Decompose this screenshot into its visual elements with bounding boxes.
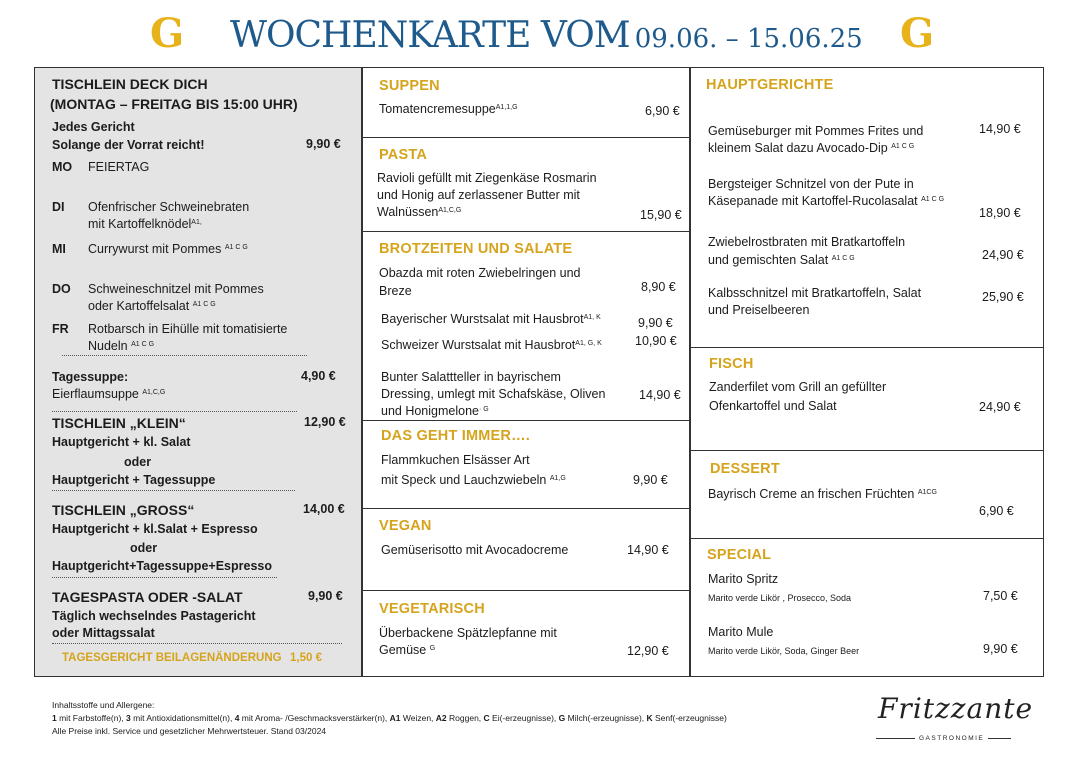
brand-logo: Fritzzante — [878, 692, 1034, 725]
vegan-item: Gemüserisotto mit Avocadocreme — [381, 543, 569, 557]
haupt-item-4: Kalbsschnitzel mit Bratkartoffeln, Salat — [708, 286, 922, 300]
day-label-do: DO — [52, 282, 71, 296]
vegetarisch-line2: Gemüse $^G$ — [379, 643, 436, 657]
beilage-label: TAGESGERICHT BEILAGENÄNDERUNG — [62, 652, 282, 664]
fisch-price: 24,90 € — [979, 400, 1021, 414]
divider — [690, 347, 1044, 348]
immer-price: 9,90 € — [633, 473, 668, 487]
dotted-divider — [52, 490, 295, 491]
day-label-mi: MI — [52, 242, 66, 256]
haupt-item-2-2: Käsepanade mit Kartoffel-Rucolasalat $^{A1 C G}$ — [708, 194, 945, 208]
tischlein-title: TISCHLEIN DECK DICH — [52, 76, 208, 92]
brotzeit-item-4-3: und Honigmelone$^{\cdot G}$ — [381, 404, 489, 418]
brotzeit-item-4: Bunter Salattteller in bayrischem — [381, 370, 561, 384]
gastronomy-logo-left: G — [150, 10, 185, 57]
suppen-item: Tomatencremesuppe$^{A1,1,G}$ — [379, 102, 518, 116]
page-title: WOCHENKARTE VOM 09.06. – 15.06.25 — [230, 15, 863, 56]
haupt-price-3: 24,90 € — [982, 248, 1024, 262]
gross-or: oder — [130, 541, 158, 555]
day-label-di: DI — [52, 200, 65, 214]
haupt-price-2: 18,90 € — [979, 206, 1021, 220]
special-desc-2: Marito verde Likör, Soda, Ginger Beer — [708, 646, 860, 656]
divider — [362, 137, 690, 138]
haupt-item-3-2: und gemischten Salat $^{A1 C G}$ — [708, 253, 855, 267]
brotzeit-item-4-2: Dressing, umlegt mit Schafskäse, Oliven — [381, 387, 606, 401]
pasta-salat-line1: Täglich wechselndes Pastagericht — [52, 609, 256, 623]
section-title-fisch: FISCH — [709, 356, 754, 372]
haupt-item-2: Bergsteiger Schnitzel von der Pute in — [708, 177, 914, 191]
tagessuppe-label: Tagessuppe: — [52, 370, 129, 384]
pasta-salat-price: 9,90 € — [308, 589, 343, 603]
divider — [362, 508, 690, 509]
divider — [362, 590, 690, 591]
special-desc-1: Marito verde Likör , Prosecco, Soda — [708, 593, 852, 603]
tischlein-sub1: Jedes Gericht — [52, 120, 135, 134]
suppen-price: 6,90 € — [645, 104, 680, 118]
day-dish-do: Schweineschnitzel mit Pommes — [88, 282, 264, 296]
section-title-immer: DAS GEHT IMMER…. — [381, 428, 531, 444]
allergen-heading: Inhaltsstoffe und Allergene: — [52, 700, 155, 710]
day-dish-di: Ofenfrischer Schweinebraten — [88, 200, 250, 214]
vegetarisch-price: 12,90 € — [627, 644, 669, 658]
allergen-legend: 1 mit Farbstoffe(n), 3 mit Antioxidationsmittel(n), 4 mit Aroma- /Geschmacksverstärker(n), A1 Weizen, A2 Roggen, C Ei(-erzeugnisse), G Milch(-erzeugnisse), K Senf(-erzeugnisse) — [52, 713, 727, 723]
brotzeit-item-2: Bayerischer Wurstsalat mit Hausbrot$^{A1, K}$ — [381, 312, 601, 326]
divider — [690, 538, 1044, 539]
tagessuppe-name: Eierflaumsuppe $^{A1,C,G}$ — [52, 387, 166, 401]
day-label-mo: MO — [52, 160, 73, 174]
pasta-salat-title: TAGESPASTA ODER -SALAT — [52, 589, 243, 605]
brotzeit-price-3: 10,90 € — [635, 334, 677, 348]
pasta-price: 15,90 € — [640, 208, 682, 222]
beilage-price: 1,50 € — [290, 652, 322, 664]
gastronomy-logo-right: G — [900, 10, 935, 57]
special-price-2: 9,90 € — [983, 642, 1018, 656]
gross-title: TISCHLEIN „GROSS“ — [52, 502, 195, 518]
pasta-line2: und Honig auf zerlassener Butter mit — [377, 188, 580, 202]
tischlein-sub2: Solange der Vorrat reicht! — [52, 138, 205, 152]
dotted-divider — [52, 643, 342, 644]
section-title-dessert: DESSERT — [710, 461, 780, 477]
dessert-item: Bayrisch Creme an frischen Früchten $^{A1CG}$ — [708, 487, 937, 501]
special-item-1: Marito Spritz — [708, 572, 779, 586]
divider — [362, 420, 690, 421]
klein-line2: Hauptgericht + Tagessuppe — [52, 473, 216, 487]
brotzeit-item-1-2: Breze — [379, 284, 412, 298]
gross-line2: Hauptgericht+Tagessuppe+Espresso — [52, 559, 272, 573]
dotted-divider — [52, 411, 297, 412]
gross-price: 14,00 € — [303, 502, 345, 516]
section-title-suppen: SUPPEN — [379, 78, 440, 94]
klein-title: TISCHLEIN „KLEIN“ — [52, 415, 186, 431]
klein-price: 12,90 € — [304, 415, 346, 429]
fisch-line2: Ofenkartoffel und Salat — [709, 399, 837, 413]
divider — [690, 450, 1044, 451]
day-dish-mo: FEIERTAG — [88, 160, 150, 174]
gross-line1: Hauptgericht + kl.Salat + Espresso — [52, 522, 258, 536]
section-title-special: SPECIAL — [707, 547, 772, 563]
tischlein-price: 9,90 € — [306, 137, 341, 151]
brotzeit-item-3: Schweizer Wurstsalat mit Hausbrot$^{A1, G, K}$ — [381, 338, 602, 352]
brotzeit-price-2: 9,90 € — [638, 316, 673, 330]
dotted-divider — [52, 577, 277, 578]
klein-or: oder — [124, 455, 152, 469]
price-note: Alle Preise inkl. Service und gesetzlicher Mehrwertsteuer. Stand 03/2024 — [52, 726, 327, 736]
day-dish-fr-2: Nudeln $^{A1 C G}$ — [88, 339, 155, 353]
divider — [362, 231, 690, 232]
day-dish-mi: Currywurst mit Pommes $^{A1 C G}$ — [88, 242, 248, 256]
day-label-fr: FR — [52, 322, 69, 336]
tischlein-hours: (MONTAG – FREITAG BIS 15:00 UHR) — [50, 96, 298, 112]
section-title-vegan: VEGAN — [379, 518, 432, 534]
haupt-item-1: Gemüseburger mit Pommes Frites und — [708, 124, 924, 138]
special-price-1: 7,50 € — [983, 589, 1018, 603]
klein-line1: Hauptgericht + kl. Salat — [52, 435, 191, 449]
special-item-2: Marito Mule — [708, 625, 774, 639]
pasta-line3: Walnüssen$^{A1,C,G}$ — [377, 205, 462, 219]
immer-line1: Flammkuchen Elsässer Art — [381, 453, 530, 467]
haupt-item-4-2: und Preiselbeeren — [708, 303, 810, 317]
fisch-line1: Zanderfilet vom Grill an gefüllter — [709, 380, 887, 394]
day-dish-do-2: oder Kartoffelsalat $^{A1 C G}$ — [88, 299, 216, 313]
immer-line2: mit Speck und Lauchzwiebeln $^{A1,G}$ — [381, 473, 566, 487]
vegetarisch-line1: Überbackene Spätzlepfanne mit — [379, 626, 557, 640]
section-title-brotzeiten: BROTZEITEN UND SALATE — [379, 241, 573, 257]
haupt-item-1-2: kleinem Salat dazu Avocado-Dip $^{A1 C G}$ — [708, 141, 915, 155]
brotzeit-price-4: 14,90 € — [639, 388, 681, 402]
tagessuppe-price: 4,90 € — [301, 369, 336, 383]
section-title-pasta: PASTA — [379, 147, 427, 163]
brotzeit-item-1: Obazda mit roten Zwiebelringen und — [379, 266, 581, 280]
dotted-divider — [62, 355, 307, 356]
brand-subtitle: GASTRONOMIE — [915, 735, 988, 742]
brotzeit-price-1: 8,90 € — [641, 280, 676, 294]
haupt-item-3: Zwiebelrostbraten mit Bratkartoffeln — [708, 235, 906, 249]
pasta-line1: Ravioli gefüllt mit Ziegenkäse Rosmarin — [377, 171, 597, 185]
vegan-price: 14,90 € — [627, 543, 669, 557]
dessert-price: 6,90 € — [979, 504, 1014, 518]
section-title-vegetarisch: VEGETARISCH — [379, 601, 485, 617]
section-title-haupt: HAUPTGERICHTE — [706, 77, 834, 93]
pasta-salat-line2: oder Mittagssalat — [52, 626, 155, 640]
haupt-price-4: 25,90 € — [982, 290, 1024, 304]
day-dish-di-2: mit Kartoffelknödel$^{A1,}$ — [88, 217, 202, 231]
day-dish-fr: Rotbarsch in Eihülle mit tomatisierte — [88, 322, 288, 336]
haupt-price-1: 14,90 € — [979, 122, 1021, 136]
